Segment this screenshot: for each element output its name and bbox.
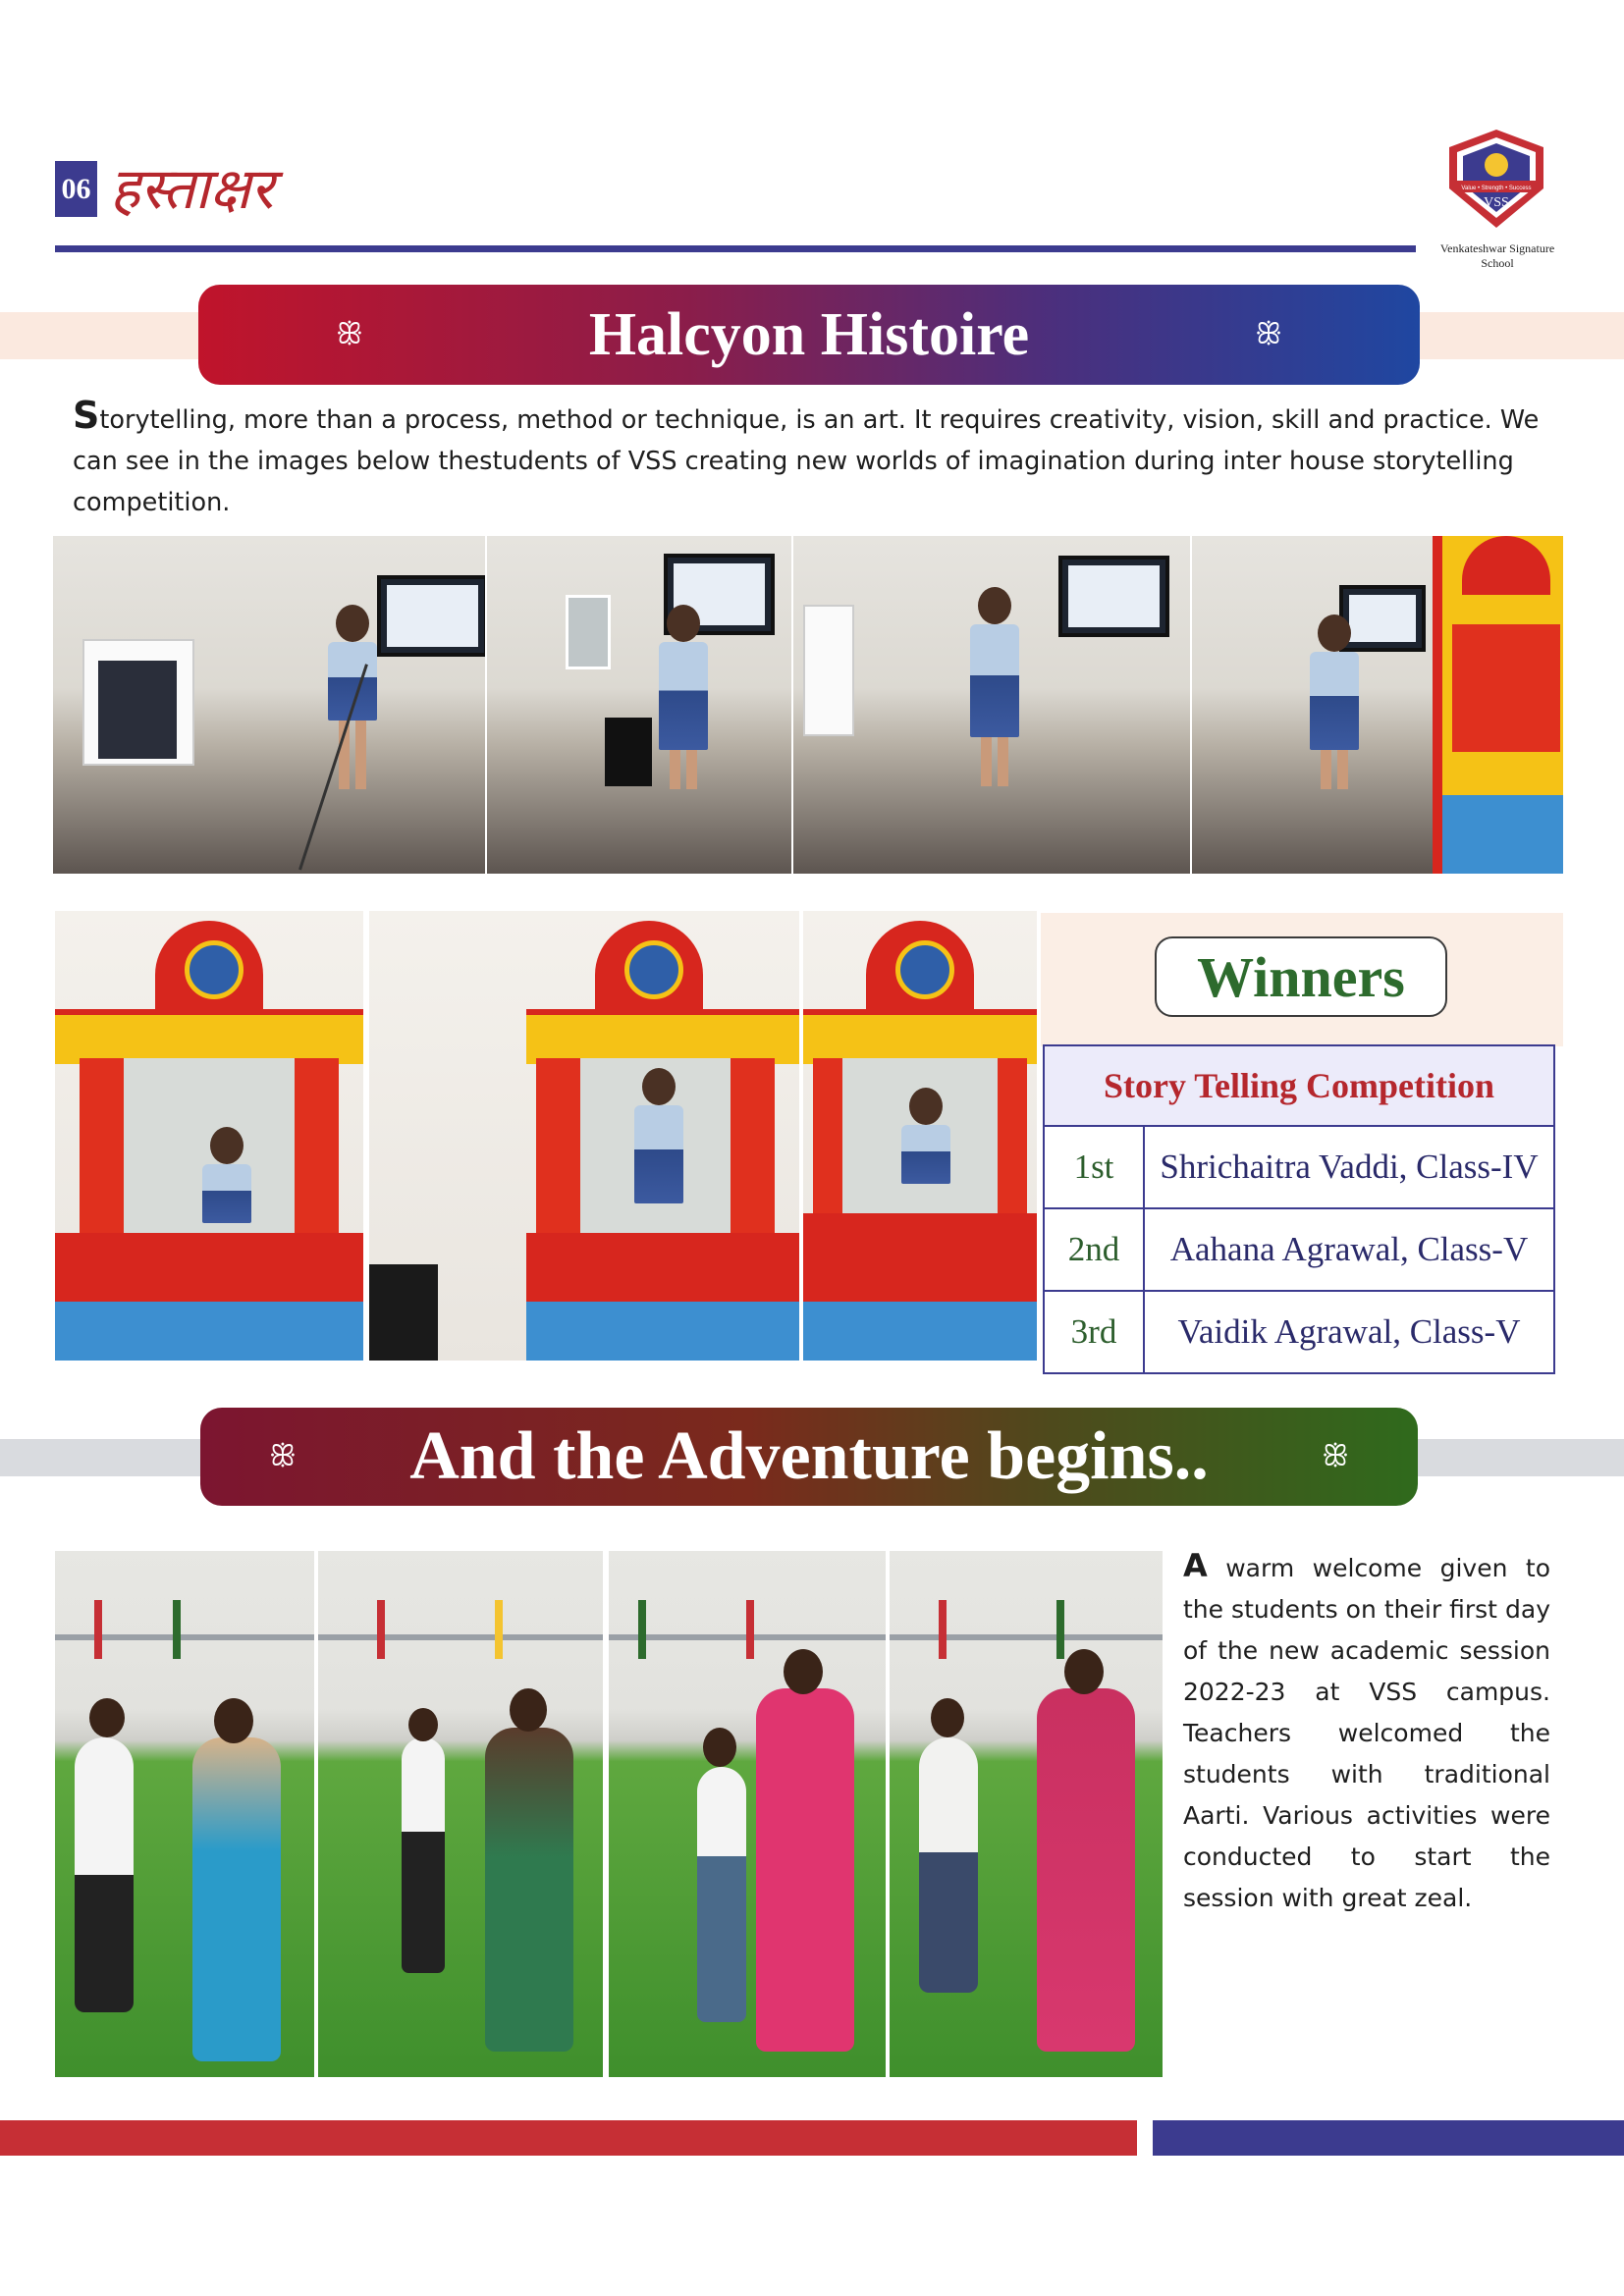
student <box>402 1737 445 1973</box>
section2-banner <box>200 1408 1418 1506</box>
tv-screen <box>369 911 507 1009</box>
speaker <box>369 1264 438 1361</box>
winners-heading: Winners <box>1155 936 1447 1017</box>
welcome-photo-2 <box>318 1551 603 2077</box>
student <box>75 1737 134 2012</box>
magazine-title: हस्ताक्षर <box>110 157 274 221</box>
section1-title: Halcyon Histoire <box>588 300 1030 368</box>
adventure-text: warm welcome given to the students on their first day of the new academic session 2022-23 at VSS campus. Teachers welcomed the students with traditional Aarti. Various activities were conducted to start the session with great zeal. <box>1183 1554 1550 1912</box>
theatre-photo-2 <box>369 911 799 1361</box>
theatre-photo-3 <box>803 911 1037 1361</box>
intro-text: torytelling, more than a process, method or technique, is an art. It requires creativity, vision, skill and practice. We can see in the images below thestudents of VSS creating new worlds of imagination during inter house storytelling competition. <box>73 405 1540 517</box>
storytelling-photo-4 <box>1192 536 1563 874</box>
window <box>566 595 611 669</box>
header-rule <box>55 245 1416 252</box>
puppet-theatre <box>1433 536 1563 874</box>
logo-caption: Venkateshwar Signature School <box>1439 241 1555 270</box>
intro-dropcap: S <box>73 394 100 437</box>
ornament-left-icon: ꕥ <box>269 1440 297 1472</box>
student <box>697 1767 746 2022</box>
welcome-photo-1 <box>55 1551 314 2077</box>
winner-rank: 1st <box>1044 1126 1144 1208</box>
clock-icon <box>185 940 244 999</box>
welcome-photo-3 <box>609 1551 886 2077</box>
clock-icon <box>895 940 954 999</box>
welcome-photo-4 <box>890 1551 1163 2077</box>
winner-name: Vaidik Agrawal, Class-V <box>1144 1291 1554 1373</box>
winner-rank: 3rd <box>1044 1291 1144 1373</box>
section1-intro <box>73 395 1551 523</box>
clock-icon <box>624 940 683 999</box>
teacher <box>192 1737 281 2061</box>
winner-name: Shrichaitra Vaddi, Class-IV <box>1144 1126 1554 1208</box>
podium <box>82 639 194 766</box>
podium <box>803 605 854 736</box>
winners-table-title: Story Telling Competition <box>1044 1045 1554 1126</box>
teacher <box>1037 1688 1135 2052</box>
footer-bar-red <box>0 2120 1137 2156</box>
tv-screen <box>1058 556 1169 637</box>
footer-bar-blue <box>1153 2120 1624 2156</box>
adventure-dropcap: A <box>1183 1547 1208 1584</box>
table-row <box>1044 1291 1554 1373</box>
storytelling-photo-1 <box>53 536 485 874</box>
winner-rank: 2nd <box>1044 1208 1144 1291</box>
ornament-right-icon: ꕥ <box>1255 318 1282 350</box>
logo-tagline: Value • Strength • Success <box>1461 186 1532 191</box>
ornament-right-icon: ꕥ <box>1322 1440 1349 1472</box>
teacher <box>756 1688 854 2052</box>
table-row <box>1044 1126 1554 1208</box>
tv-screen <box>377 575 485 657</box>
section2-title: And the Adventure begins.. <box>409 1418 1209 1494</box>
student <box>919 1737 978 1993</box>
table-row <box>1044 1208 1554 1291</box>
page-number: 06 <box>55 161 97 217</box>
school-crest-logo <box>1441 126 1551 245</box>
winners-table <box>1043 1044 1555 1374</box>
storytelling-photo-3 <box>793 536 1190 874</box>
teacher <box>485 1728 573 2052</box>
theatre-photo-1 <box>55 911 363 1361</box>
speaker <box>605 718 652 786</box>
logo-monogram: VSS <box>1484 195 1509 210</box>
tv-screen <box>1339 585 1426 652</box>
section1-banner <box>198 285 1420 385</box>
storytelling-photo-2 <box>487 536 791 874</box>
ornament-left-icon: ꕥ <box>336 318 363 350</box>
section2-text <box>1183 1545 1550 1919</box>
winner-name: Aahana Agrawal, Class-V <box>1144 1208 1554 1291</box>
